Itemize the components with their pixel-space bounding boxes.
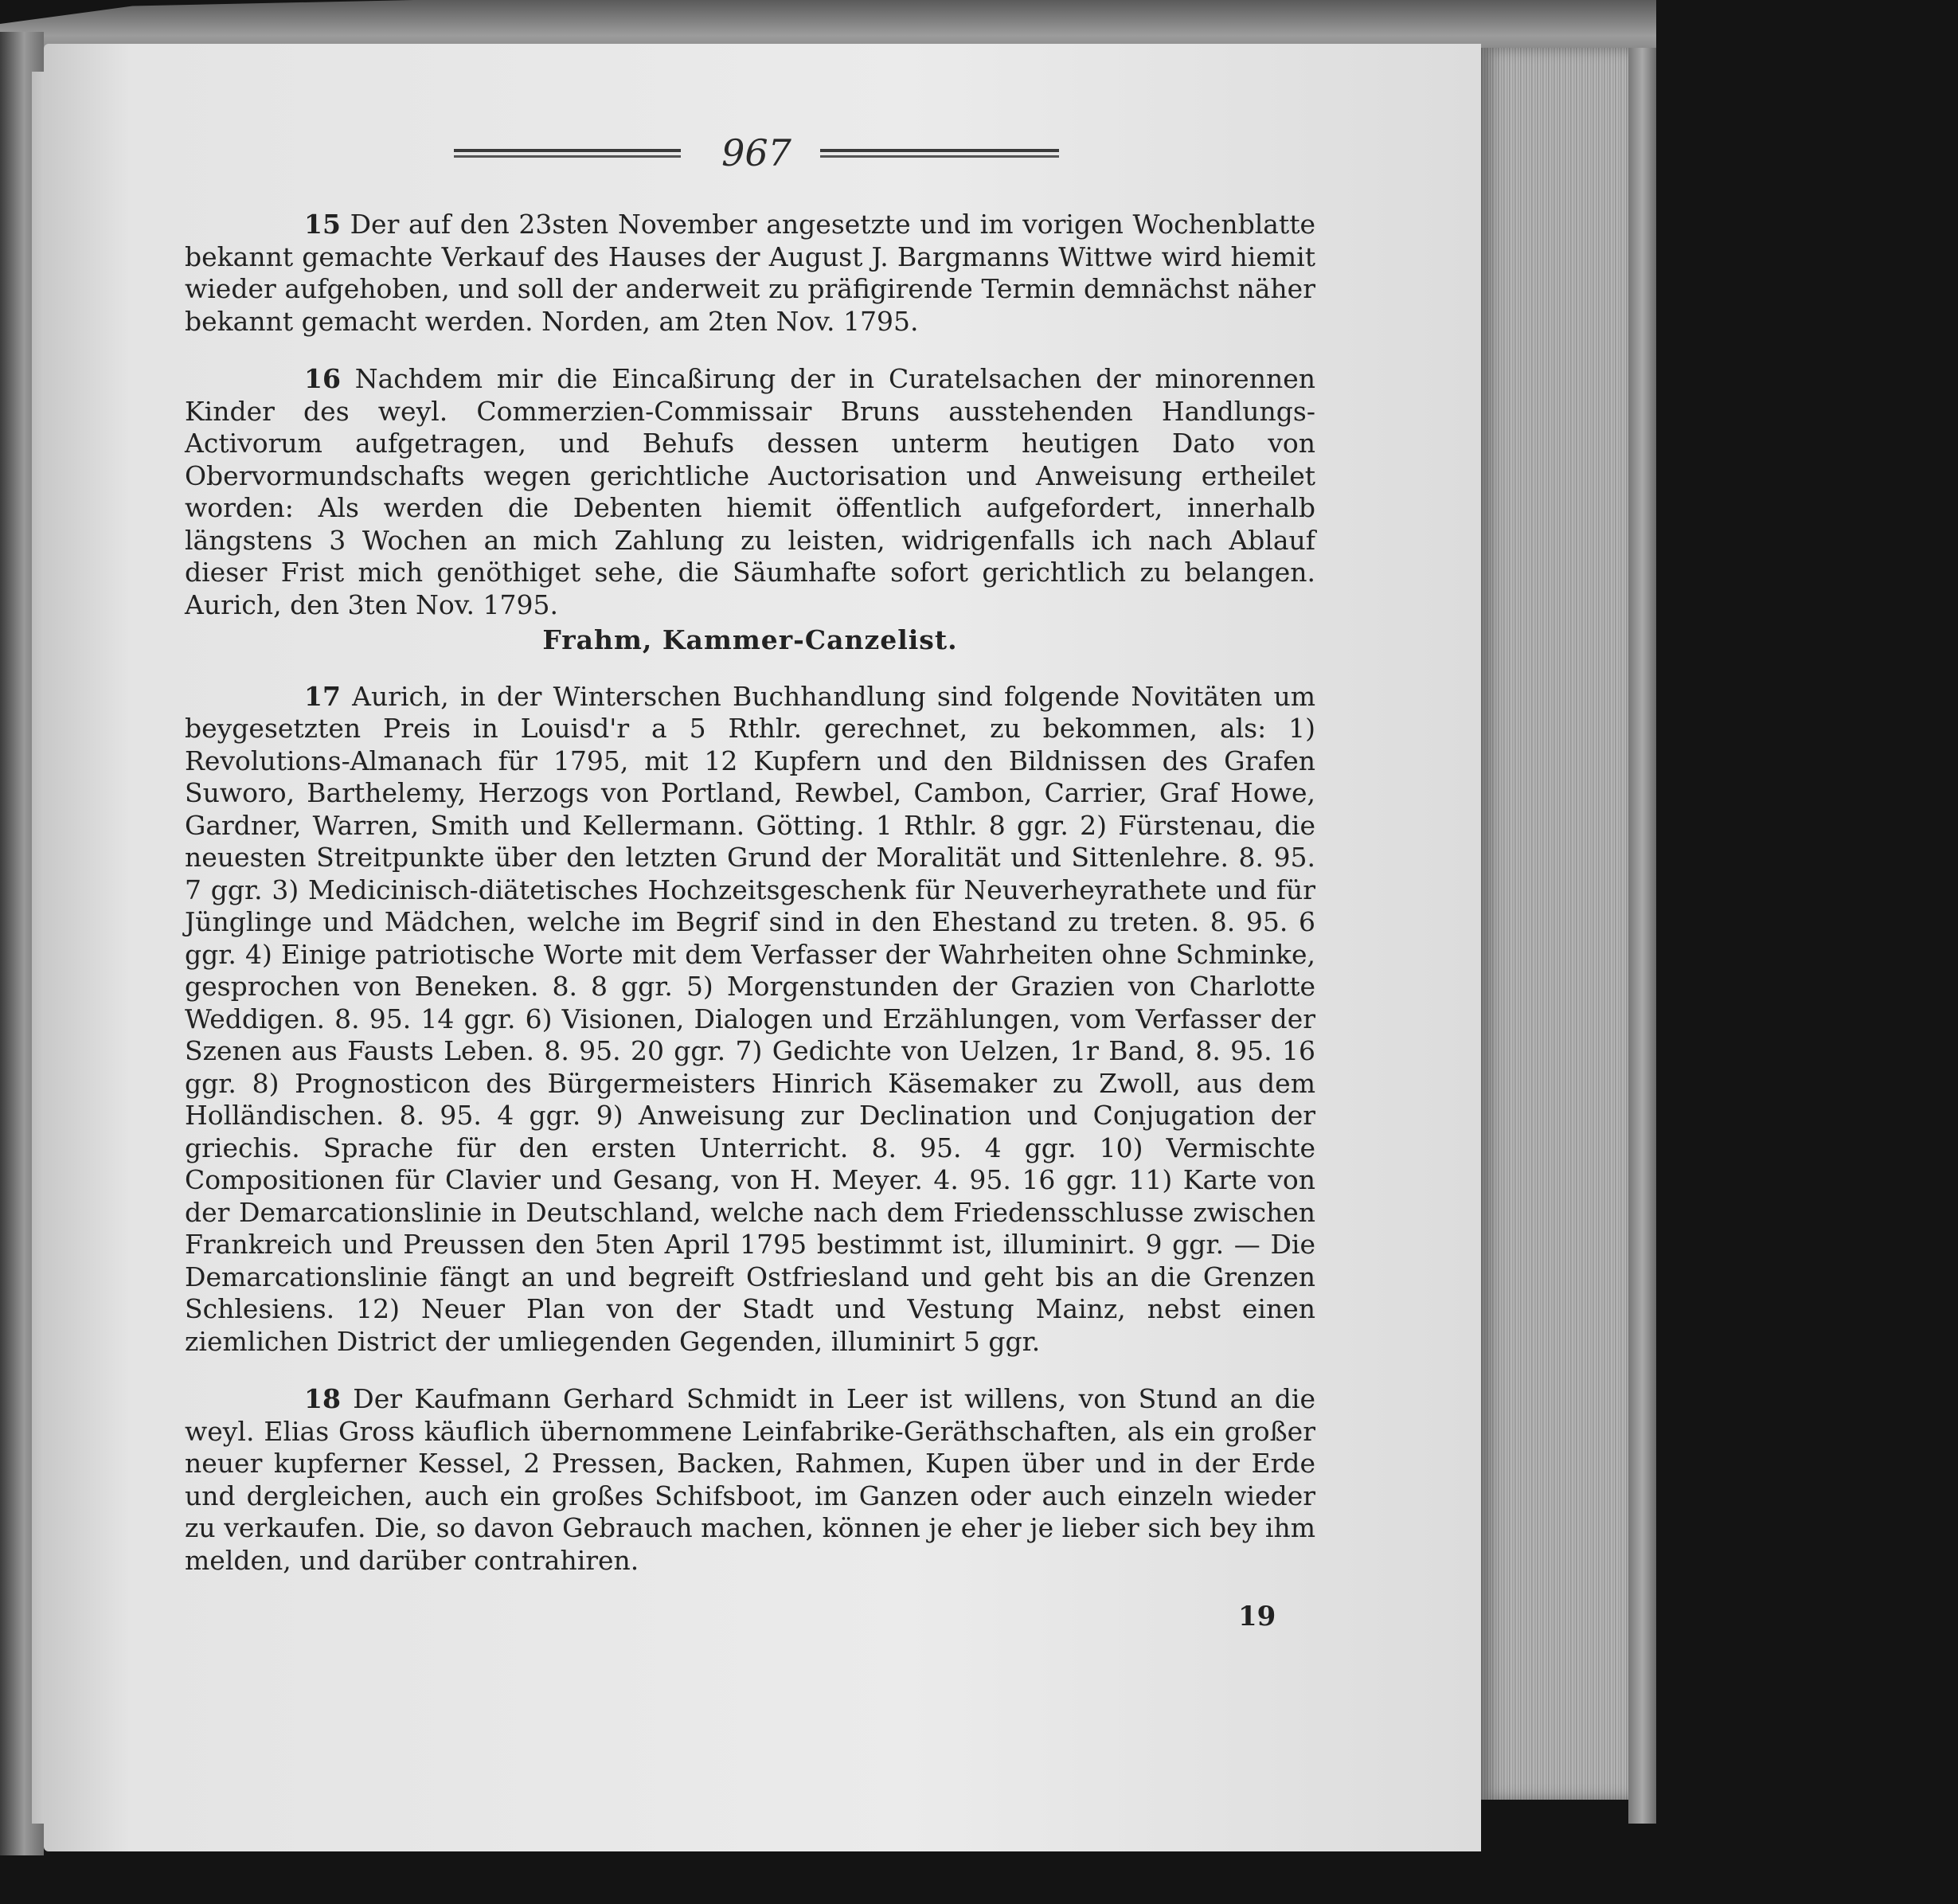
notice-17	[185, 681, 1315, 1359]
notice-text: Nachdem mir die Eincaßirung der in Curatelsachen der minorennen Kinder des weyl. Commerzien-Commissair Bruns ausstehenden Handlungs-Activorum aufgetragen, und Behufs dessen unterm heutigen Dato von Obervormundschafts wegen gerichtliche Auctorisation und Anweisung ertheilet worden: Als werden die Debenten hiemit öffentlich aufgefordert, innerhalb längstens 3 Wochen an mich Zahlung zu leisten, widrigenfalls ich nach Ablauf dieser Frist mich genöthiget sehe, die Säumhafte sofort gerichtlich zu belangen. Aurich, den 3ten Nov. 1795.	[185, 363, 1315, 620]
notice-text: Aurich, in der Winterschen Buchhandlung sind folgende Novitäten um beygesetzten Preis in Louisd'r a 5 Rthlr. gerechnet, zu bekommen, als: 1) Revolutions-Almanach für 1795, mit 12 Kupfern und den Bildnissen des Grafen Suworo, Barthelemy, Herzogs von Portland, Rewbel, Cambon, Carrier, Graf Howe, Gardner, Warren, Smith und Kellermann. Götting. 1 Rthlr. 8 ggr. 2) Fürstenau, die neuesten Streitpunkte über den letzten Grund der Moralität und Sittenlehre. 8. 95. 7 ggr. 3) Medicinisch-diätetisches Hochzeitsgeschenk für Neuverheyrathete und für Jünglinge und Mädchen, welche im Begrif sind in den Ehestand zu treten. 8. 95. 6 ggr. 4) Einige patriotische Worte mit dem Verfasser der Wahrheiten ohne Schminke, gesprochen von Beneken. 8. 8 ggr. 5) Morgenstunden der Grazien von Charlotte Weddigen. 8. 95. 14 ggr. 6) Visionen, Dialogen und Erzählungen, vom Verfasser der Szenen aus Fausts Leben. 8. 95. 20 ggr. 7) Gedichte von Uelzen, 1r Band, 8. 95. 16 ggr. 8) Prognosticon des Bürgermeisters Hinrich Käsemaker zu Zwoll, aus dem Holländischen. 8. 95. 4 ggr. 9) Anweisung zur Declination und Conjugation der griechis. Sprache für den ersten Unterricht. 8. 95. 4 ggr. 10) Vermischte Compositionen für Clavier und Gesang, von H. Meyer. 4. 95. 16 ggr. 11) Karte von der Demarcationslinie in Deutschland, welche nach dem Friedensschlusse zwischen Frankreich und Preussen den 5ten April 1795 bestimmt ist, illuminirt. 9 ggr. — Die Demarcationslinie fängt an und begreift Ostfriesland und geht bis an die Grenzen Schlesiens. 12) Neuer Plan von der Stadt und Vestung Mainz, nebst einen ziemlichen District der umliegenden Gegenden, illuminirt 5 ggr.	[185, 680, 1315, 1357]
page-edges	[1481, 48, 1632, 1800]
catchword: 19	[1238, 1601, 1276, 1632]
book-cover-edge	[1628, 48, 1656, 1824]
notice-signature: Frahm, Kammer-Canzelist.	[542, 624, 958, 655]
notice-number: 17	[304, 680, 341, 712]
notice-number: 18	[304, 1383, 341, 1414]
notice-18	[185, 1383, 1315, 1577]
notice-text: Der Kaufmann Gerhard Schmidt in Leer ist willens, von Stund an die weyl. Elias Gross käuflich übernommene Leinfabrike-Geräthschaften, als ein großer neuer kupferner Kessel, 2 Pressen, Backen, Rahmen, Kupen über und in der Erde und dergleichen, auch ein großes Schifsboot, im Ganzen oder auch einzeln wieder zu verkaufen. Die, so davon Gebrauch machen, können je eher je lieber sich bey ihm melden, und darüber contrahiren.	[185, 1383, 1315, 1576]
notice-15	[185, 209, 1315, 338]
notice-text: Der auf den 23sten November angesetzte und im vorigen Wochenblatte bekannt gemachte Verkauf des Hauses der August J. Bargmanns Wittwe wird hiemit wieder aufgehoben, und soll der anderweit zu präfigirende Termin demnächst näher bekannt gemacht werden. Norden, am 2ten Nov. 1795.	[185, 209, 1315, 337]
notice-16	[185, 363, 1315, 621]
notice-number: 15	[304, 209, 341, 240]
page-body	[185, 209, 1315, 1602]
header-rule-left	[454, 149, 681, 160]
page-number: 967	[721, 131, 791, 174]
notice-number: 16	[304, 363, 341, 394]
header-rule-right	[820, 149, 1059, 160]
page-header	[446, 131, 1067, 179]
